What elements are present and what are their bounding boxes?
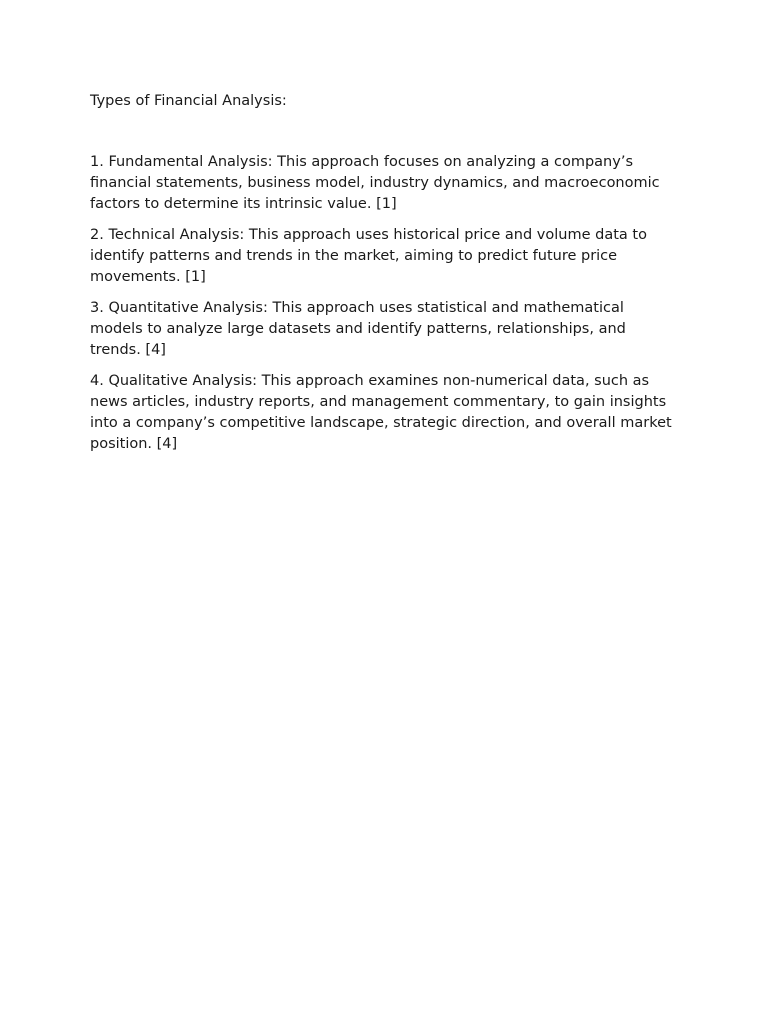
document-page <box>90 90 680 465</box>
list-item-qualitative: 4. Qualitative Analysis: This approach examines non-numerical data, such as news articles, industry reports, and management commentary, to gain insights into a company’s competitive landscape, strategic direction, and overall market position. [4] <box>90 373 672 452</box>
analysis-types-list <box>90 152 680 455</box>
list-item-fundamental: 1. Fundamental Analysis: This approach focuses on analyzing a company’s financial statements, business model, industry dynamics, and macroeconomic factors to determine its intrinsic value. [1] <box>90 154 660 212</box>
list-item-technical: 2. Technical Analysis: This approach uses historical price and volume data to identify patterns and trends in the market, aiming to predict future price movements. [1] <box>90 227 647 285</box>
document-heading: Types of Financial Analysis: <box>90 93 287 109</box>
list-item-quantitative: 3. Quantitative Analysis: This approach uses statistical and mathematical models to analyze large datasets and identify patterns, relationships, and trends. [4] <box>90 300 626 358</box>
